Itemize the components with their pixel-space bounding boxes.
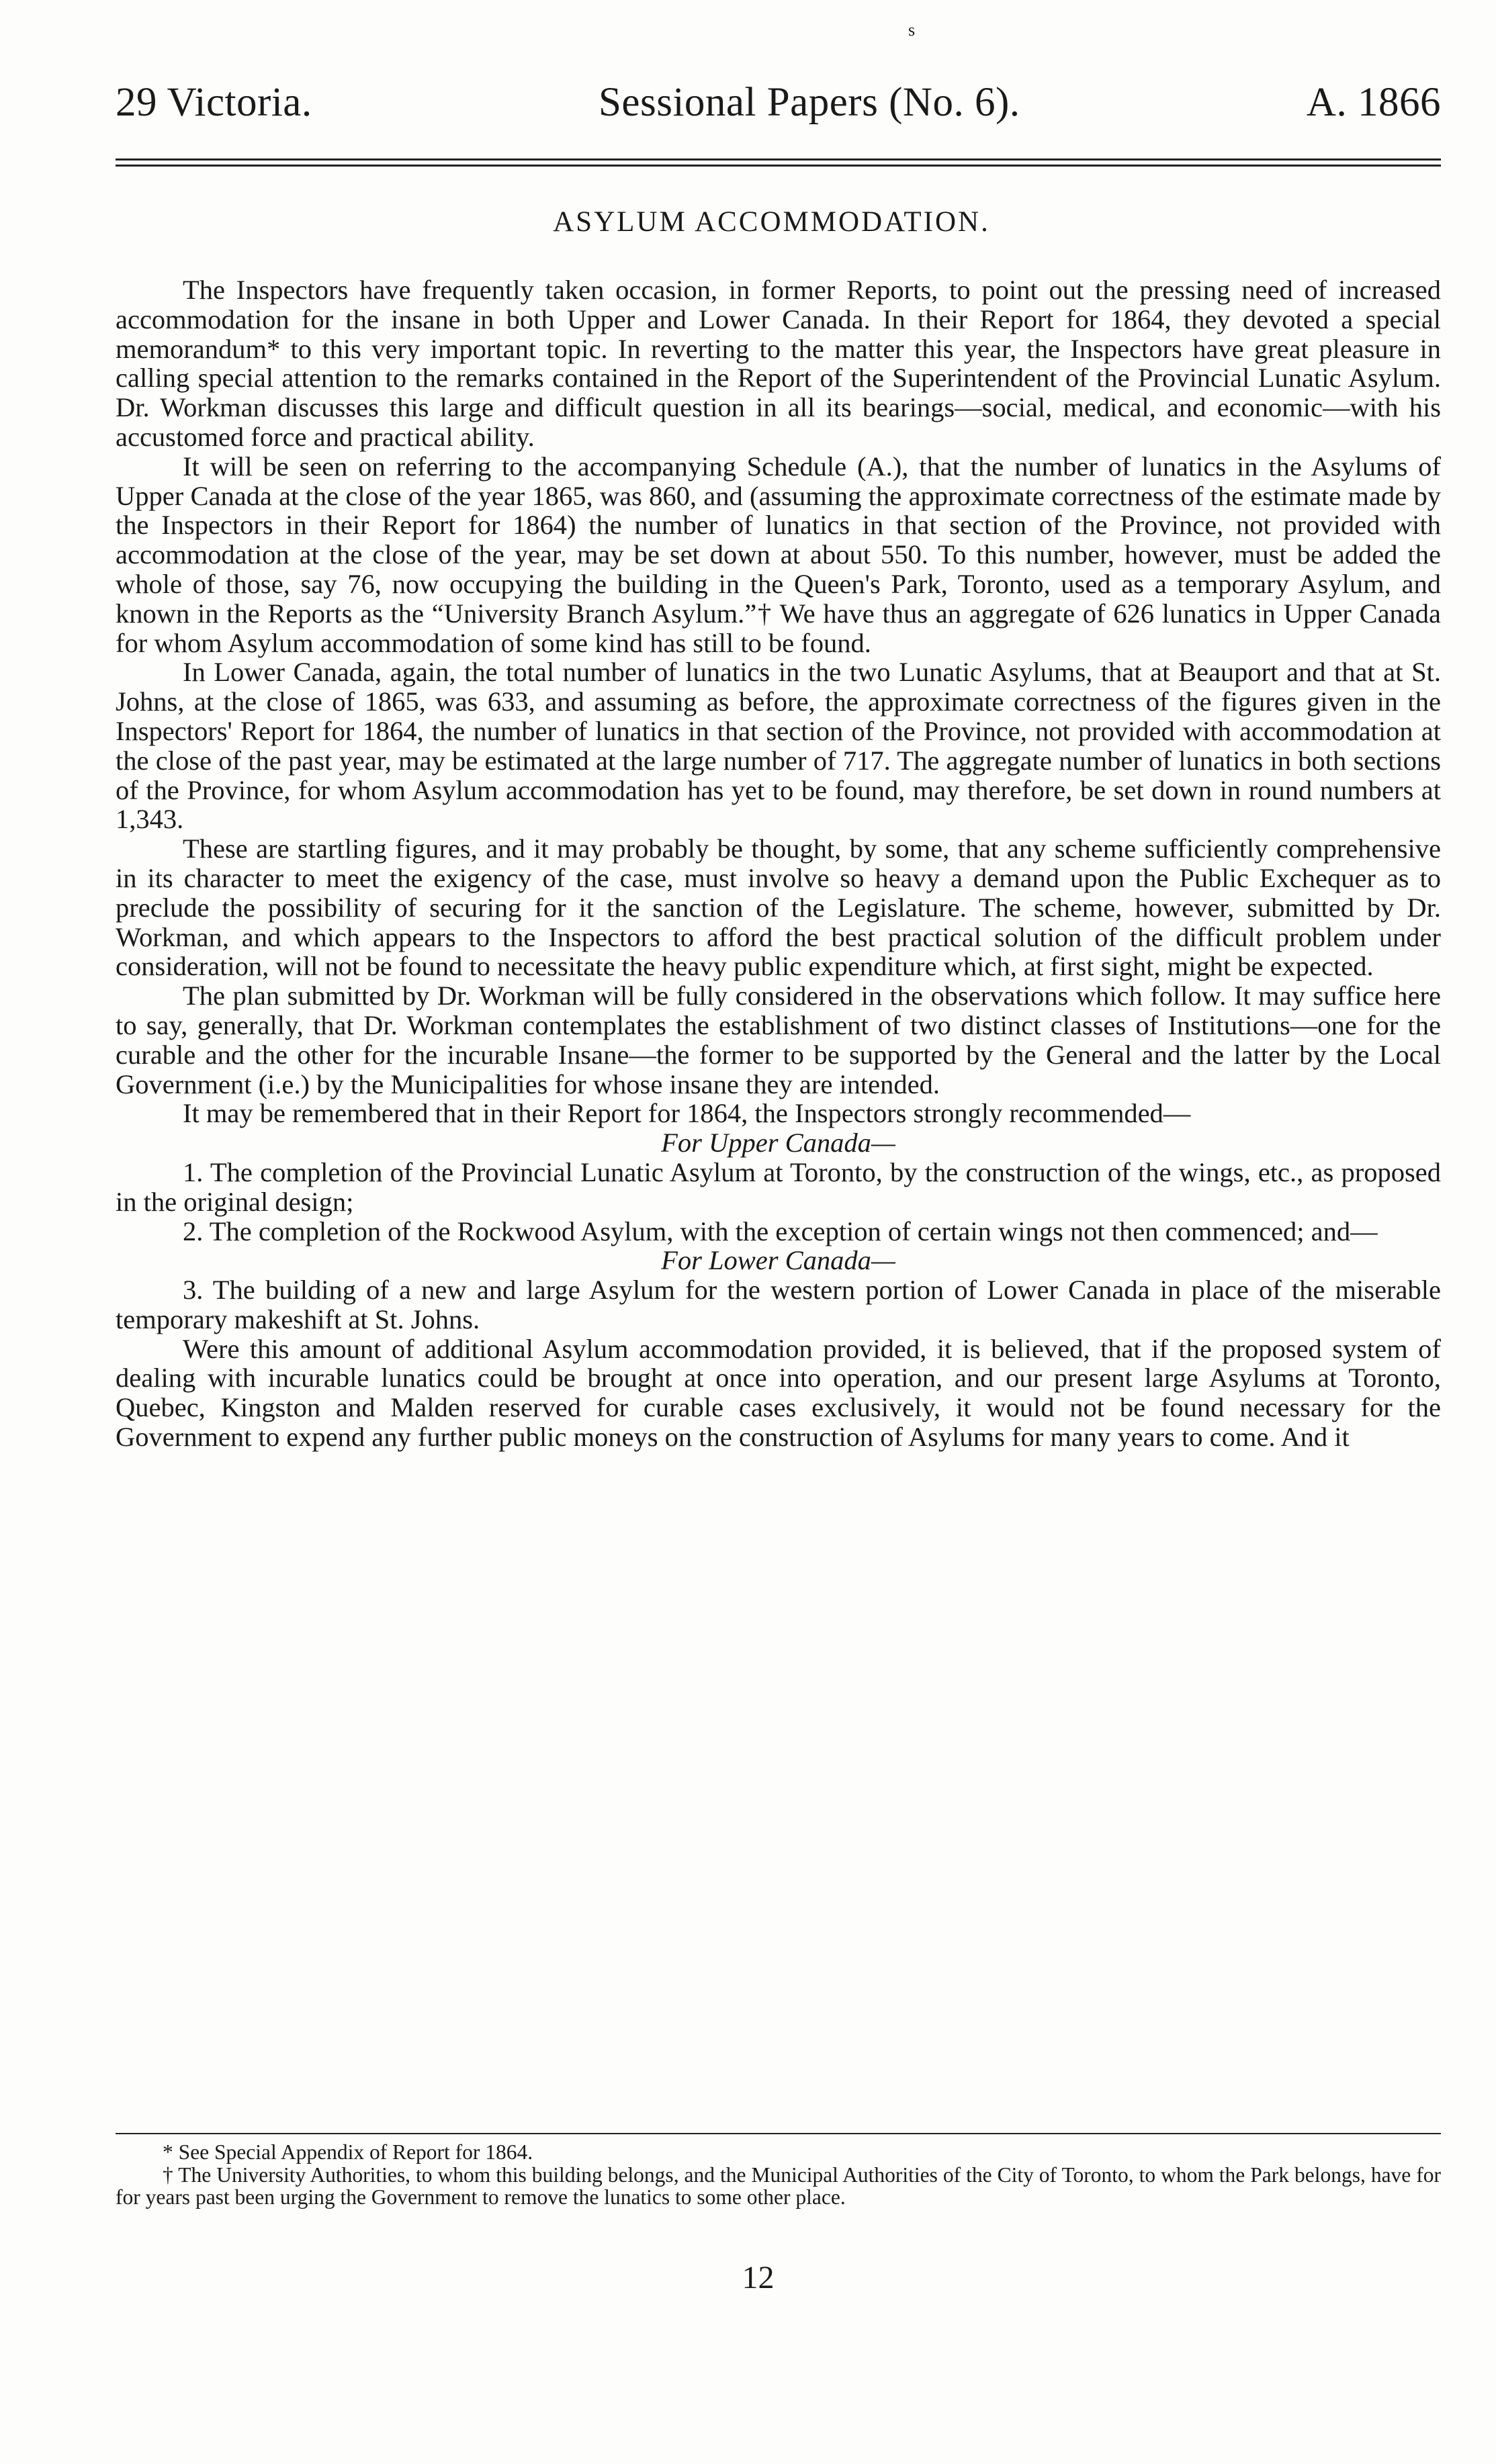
paragraph-6: It may be remembered that in their Report for 1864, the Inspectors strongly recommended— (183, 1098, 1191, 1129)
paragraph-4: These are startling figures, and it may probably be thought, by some, that any scheme sufficiently comprehensive in its character to meet the exigency of the case, must involve so heavy a demand upon the Public Exchequer as to preclude the possibility of securing for it the sanction of the Legislature. The scheme, however, submitted by Dr. Workman, and which appears to the Inspectors to afford the best practical solution of the difficult problem under consideration, will not be found to necessitate the heavy public expenditure which, at first sight, might be expected. (116, 833, 1441, 982)
footnote-rule (116, 2133, 1441, 2134)
page-number: 12 (742, 2260, 775, 2295)
running-header (116, 79, 1441, 126)
recommendation-2: 2. The completion of the Rockwood Asylum, with the exception of certain wings not then commenced; and— (183, 1216, 1378, 1246)
header-papers: Sessional Papers (No. 6). (599, 80, 1020, 125)
printer-mark: s (908, 20, 916, 40)
paragraph-1: The Inspectors have frequently taken occasion, in former Reports, to point out the pressing need of increased accommodation for the insane in both Upper and Lower Canada. In their Report for 1864, they devoted a special memorandum* to this very important topic. In reverting to the matter this year, the Inspectors have great pleasure in calling special attention to the remarks contained in the Report of the Superintendent of the Provincial Lunatic Asylum. Dr. Workman discusses this large and difficult question in all its bearings—social, medical, and economic—with his accustomed force and practical ability. (116, 275, 1441, 452)
recommendation-1: 1. The completion of the Provincial Lunatic Asylum at Toronto, by the construction of the wings, etc., as proposed in the original design; (116, 1156, 1441, 1217)
paragraph-2: It will be seen on referring to the accompanying Schedule (A.), that the number of lunatics in the Asylums of Upper Canada at the close of the year 1865, was 860, and (assuming the approximate correctness of the estimate made by the Inspectors in their Report for 1864) the number of lunatics in that section of the Province, not provided with accommodation at the close of the year, may be set down at about 550. To this number, however, must be added the whole of those, say 76, now occupying the building in the Queen's Park, Toronto, used as a temporary Asylum, and known in the Reports as the “University Branch Asylum.”† We have thus an aggregate of 626 lunatics in Upper Canada for whom Asylum accommodation of some kind has still to be found. (116, 451, 1441, 658)
footnote-2: † The University Authorities, to whom this building belongs, and the Municipal Authorities of the City of Toronto, to whom the Park belongs, have for for years past been urging the Government to remove the lunatics to some other place. (116, 2162, 1441, 2209)
paragraph-3: In Lower Canada, again, the total number of lunatics in the two Lunatic Asylums, that at Beauport and that at St. Johns, at the close of 1865, was 633, and assuming as before, the approximate correctness of the figures given in the Inspectors' Report for 1864, the number of lunatics in that section of the Province, not provided with accommodation at the close of the past year, may be estimated at the large number of 717. The aggregate number of lunatics in both sections of the Province, for whom Asylum accommodation has yet to be found, may therefore, be set down in round numbers at 1,343. (116, 657, 1441, 835)
recommendation-3: 3. The building of a new and large Asylum for the western portion of Lower Canada in place of the miserable temporary makeshift at St. Johns. (116, 1275, 1441, 1334)
header-year: A. 1866 (1306, 80, 1441, 125)
body-text (116, 275, 1441, 1452)
footnote-1: * See Special Appendix of Report for 1864. (163, 2140, 533, 2164)
header-session: 29 Victoria. (116, 80, 312, 125)
lower-canada-heading: For Lower Canada— (661, 1245, 895, 1276)
header-double-rule (116, 158, 1441, 167)
footnotes (116, 2141, 1441, 2209)
upper-canada-heading: For Upper Canada— (661, 1128, 895, 1158)
section-title: ASYLUM ACCOMMODATION. (553, 206, 990, 238)
closing-paragraph: Were this amount of additional Asylum accommodation provided, it is believed, that if the proposed system of dealing with incurable lunatics could be brought at once into operation, and our present large Asylums at Toronto, Quebec, Kingston and Malden reserved for curable cases exclusively, it would not be found necessary for the Government to expend any further public moneys on the construction of Asylums for many years to come. And it (116, 1333, 1441, 1453)
paragraph-5: The plan submitted by Dr. Workman will be fully considered in the observations which follow. It may suffice here to say, generally, that Dr. Workman contemplates the establishment of two distinct classes of Institutions—one for the curable and the other for the incurable Insane—the former to be supported by the General and the latter by the Local Government (i.e.) by the Municipalities for whose insane they are intended. (116, 980, 1441, 1099)
